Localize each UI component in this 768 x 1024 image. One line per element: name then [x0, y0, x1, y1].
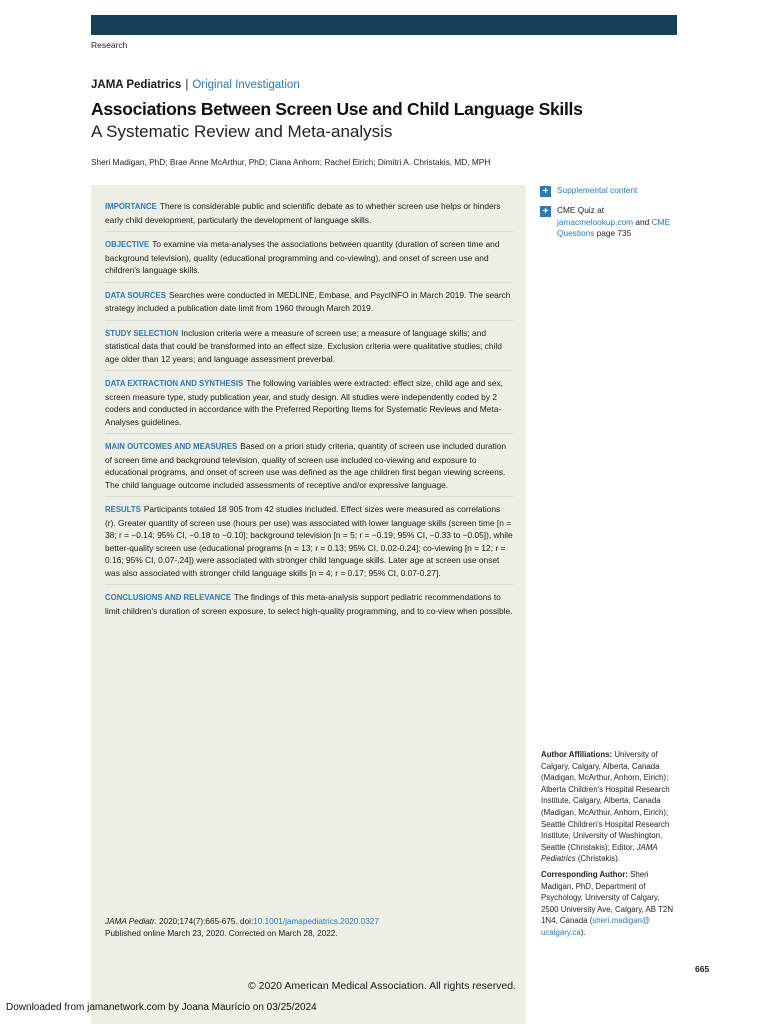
abstract-text: The following variables were extracted: effect size, child age and sex, screen measure type, study publication year, and study design. All studies were independently coded by 2 coders and conducted in accordance with the Preferred Reporting Items for Systematic Reviews and Meta-Analyses guidelines. [105, 378, 504, 427]
journal-line [91, 79, 300, 91]
cme-quiz [540, 205, 680, 240]
affiliations-journal: JAMA Pediatrics [541, 842, 658, 864]
abstract-text: Searches were conducted in MEDLINE, Embase, and PsycINFO in March 2019. The search strategy included a publication date limit from 1960 through March 2019. [105, 289, 511, 313]
abstract-heading: DATA EXTRACTION AND SYNTHESIS [105, 379, 244, 388]
article-title: Associations Between Screen Use and Child Language Skills [91, 99, 583, 119]
abstract-heading: OBJECTIVE [105, 240, 150, 249]
journal-name: JAMA Pediatrics [91, 79, 182, 91]
cme-page: page 735 [594, 228, 632, 238]
abstract-section [105, 440, 513, 497]
cme-at: at [594, 205, 605, 215]
abstract [105, 200, 513, 628]
affiliations-tail: (Christakis). [575, 854, 620, 864]
cme-text [557, 205, 680, 240]
affiliations-text: University of Calgary, Calgary, Alberta, Canada (Madigan, McArthur, Anhorn, Eirich); Alberta Children's Hospital Research Institute, Calgary, Alberta, Canada (Madigan, McArthur, Anhorn, Eirich); Seattle Children's Hospital Research Institute, University of Washington, Seattle (Christakis); Editor, [541, 750, 670, 852]
abstract-section [105, 327, 513, 372]
abstract-heading: MAIN OUTCOMES AND MEASURES [105, 442, 238, 451]
author-affiliations [541, 749, 679, 865]
corresponding-tail: ). [580, 927, 586, 937]
copyright: © 2020 American Medical Association. All rights reserved. [248, 980, 517, 992]
section-label: Research [91, 40, 128, 50]
supplemental-label[interactable]: Supplemental content [557, 185, 638, 195]
abstract-heading: RESULTS [105, 505, 141, 514]
article-subtitle: A Systematic Review and Meta-analysis [91, 122, 393, 141]
abstract-section [105, 238, 513, 283]
plus-icon: + [540, 186, 551, 197]
cme-label: CME Quiz [557, 205, 595, 215]
article-type: Original Investigation [192, 79, 300, 91]
cme-questions-link[interactable]: CME Questions [557, 216, 670, 238]
abstract-heading: CONCLUSIONS AND RELEVANCE [105, 593, 232, 602]
abstract-text: Inclusion criteria were a measure of screen use; a measure of language skills; and statistical data that could be transformed into an effect size. Exclusion criteria were qualitative studies; child age older than 12 years; and language assessment preverbal. [105, 327, 502, 364]
abstract-text: Based on a priori study criteria, quantity of screen use included duration of screen time and background television, quality of screen use included co-viewing and exposure to educational programs, and onset of screen use was defined as the age children first began viewing screens. The child language outcome included assessments of receptive and/or expressive language. [105, 441, 507, 490]
doi-link[interactable]: 10.1001/jamapediatrics.2020.0327 [253, 917, 379, 926]
author-list: Sheri Madigan, PhD; Brae Anne McArthur, PhD; Ciana Anhorn; Rachel Eirich; Dimitri A. Christakis, MD, MPH [91, 157, 491, 167]
corresponding-label: Corresponding Author: [541, 869, 628, 879]
abstract-section [105, 377, 513, 434]
corresponding-author [541, 869, 679, 939]
abstract-section [105, 200, 513, 232]
abstract-section [105, 503, 513, 585]
cme-site-link[interactable]: jamacmelookup.com [557, 216, 634, 227]
citation-ref: 2020;174(7):665-675. doi: [156, 917, 254, 926]
abstract-heading: STUDY SELECTION [105, 328, 179, 338]
abstract-heading: DATA SOURCES [105, 290, 166, 300]
email-link[interactable]: sheri.madigan@ ucalgary.ca [541, 916, 650, 937]
abstract-heading: IMPORTANCE [105, 202, 157, 211]
abstract-section [105, 591, 513, 622]
publication-note: Published online March 23, 2020. Corrected on March 28, 2022. [105, 928, 338, 938]
page-number: 665 [695, 964, 710, 974]
plus-icon: + [540, 206, 551, 217]
abstract-text: Participants totaled 18 905 from 42 studies included. Effect sizes were measured as correlations (r). Greater quantity of screen use (hours per use) was associated with lower language skills (screen time [n = 38; r = −0.14; 95% CI, −0.18 to −0.10]; background television [n = 5; r = −0.19; 95% CI, −0.33 to −0.05]), while better-quality screen use (educational programs [n = 13; r = 0.13; 95% CI, 0.02-0.24]; co-viewing [n = 12; r = 0.16; 95% CI, 0.07-.24]) were associated with stronger child language skills. Later age at screen use onset was also associated with stronger child language skills [n = 4; r = 0.17; 95% CI, 0.07-0.27]. [105, 504, 513, 578]
citation [105, 916, 515, 939]
journal-separator: | [185, 79, 189, 91]
author-info [541, 749, 679, 943]
corresponding-text: Sheri Madigan, PhD, Department of Psychology, University of Calgary, 2500 University Ave, Calgary, AB T2N 1N4, Canada ( [541, 869, 674, 926]
abstract-section [105, 289, 513, 321]
supplemental-content-link[interactable] [540, 185, 680, 197]
header-bar [91, 15, 677, 35]
citation-journal: JAMA Pediatr. [105, 917, 157, 926]
abstract-text: The findings of this meta-analysis support pediatric recommendations to limit children's duration of screen exposure, to select high-quality programming, and to co-view when possible. [105, 592, 513, 616]
abstract-text: To examine via meta-analyses the associations between quantity (duration of screen time and background television), quality (educational programming and co-viewing), and onset of screen use and children's language skills. [105, 239, 500, 275]
sidebar [540, 185, 680, 248]
cme-and: and [633, 216, 652, 227]
affiliations-label: Author Affiliations: [541, 750, 613, 759]
abstract-text: There is considerable public and scientific debate as to whether screen use helps or hinders early child development, particularly the development of language skills. [105, 201, 501, 225]
download-notice: Downloaded from jamanetwork.com by Joana Maurício on 03/25/2024 [6, 1002, 317, 1013]
